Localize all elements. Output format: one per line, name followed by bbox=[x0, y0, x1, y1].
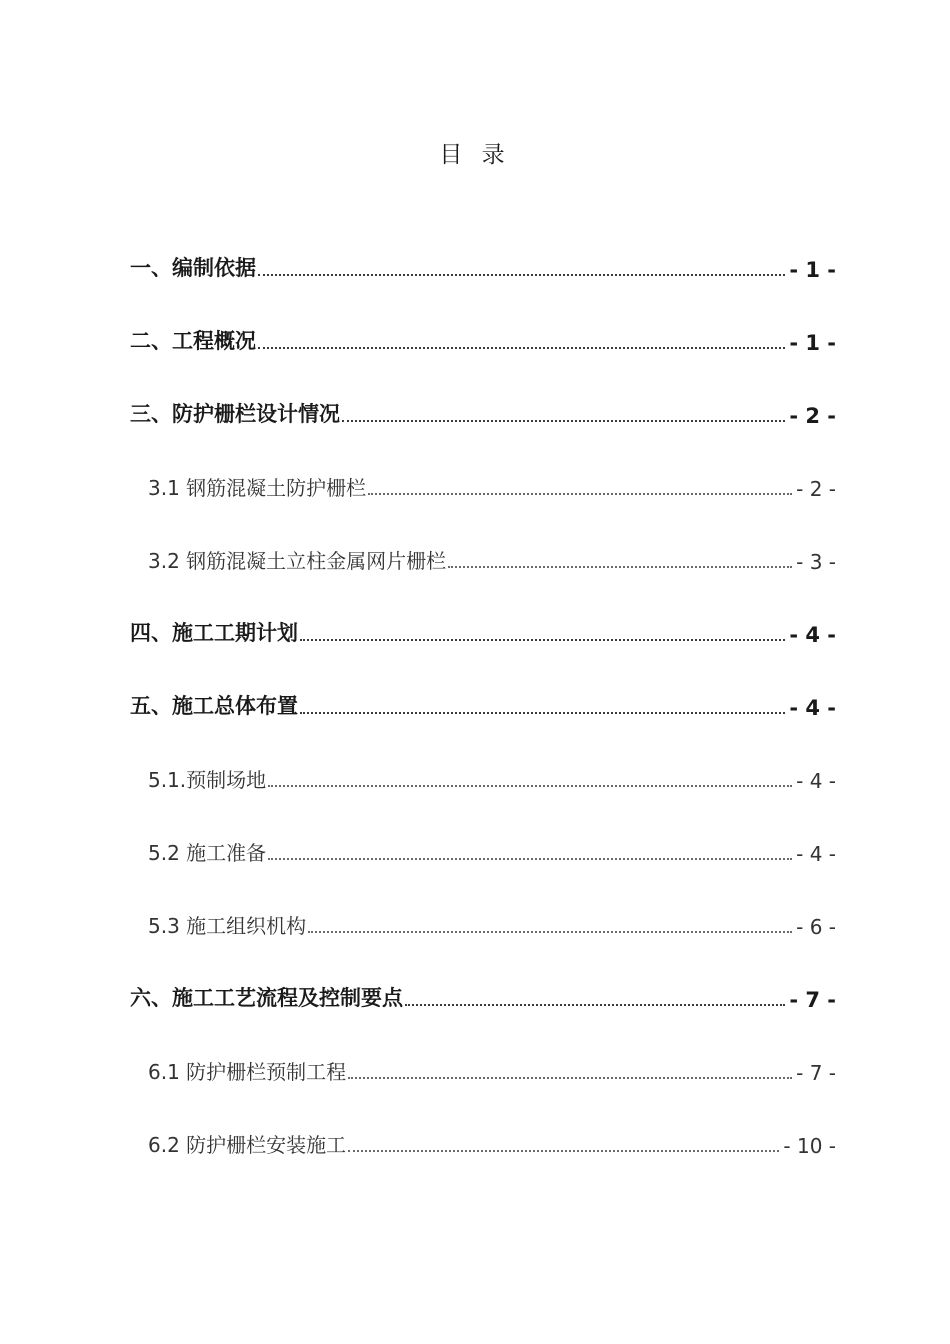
toc-entry-text: 五、施工总体布置 bbox=[130, 694, 298, 718]
toc-dot-leader bbox=[342, 420, 785, 422]
toc-dot-leader bbox=[348, 1150, 779, 1152]
toc-dot-leader bbox=[348, 1077, 792, 1079]
toc-entry-text: 6.2 防护栅栏安装施工 bbox=[148, 1133, 347, 1157]
toc-dot-leader bbox=[308, 931, 792, 933]
toc-entry-text: 5.1.预制场地 bbox=[148, 768, 267, 792]
toc-entry[interactable] bbox=[148, 1122, 836, 1158]
toc-page-number: - 2 - bbox=[796, 477, 836, 501]
toc-entry[interactable] bbox=[148, 757, 836, 793]
toc-entry[interactable] bbox=[130, 611, 836, 647]
toc-page-number: - 3 - bbox=[796, 550, 836, 574]
toc-entry-text: 四、施工工期计划 bbox=[130, 621, 298, 645]
toc-entry[interactable] bbox=[130, 976, 836, 1012]
toc-entry[interactable] bbox=[130, 319, 836, 355]
toc-dot-leader bbox=[300, 712, 785, 714]
toc-entry-text: 六、施工工艺流程及控制要点 bbox=[130, 986, 403, 1010]
toc-dot-leader bbox=[368, 493, 792, 495]
toc-dot-leader bbox=[405, 1004, 785, 1006]
toc-page-number: - 4 - bbox=[796, 769, 836, 793]
toc-dot-leader bbox=[448, 566, 792, 568]
toc-entry-text: 6.1 防护栅栏预制工程 bbox=[148, 1060, 347, 1084]
toc-entry-text: 3.1 钢筋混凝土防护栅栏 bbox=[148, 476, 367, 500]
toc-page-number: - 4 - bbox=[789, 623, 836, 647]
toc-entry[interactable] bbox=[148, 903, 836, 939]
toc-page-number: - 4 - bbox=[796, 842, 836, 866]
toc-page-number: - 10 - bbox=[783, 1134, 836, 1158]
toc-entry[interactable] bbox=[130, 246, 836, 282]
toc-page-number: - 7 - bbox=[796, 1061, 836, 1085]
toc-dot-leader bbox=[268, 785, 792, 787]
toc-entry-text: 5.3 施工组织机构 bbox=[148, 914, 307, 938]
toc-entry[interactable] bbox=[148, 830, 836, 866]
toc-entry-text: 二、工程概况 bbox=[130, 329, 256, 353]
toc-dot-leader bbox=[258, 347, 785, 349]
toc-page-number: - 1 - bbox=[789, 331, 836, 355]
toc-page-number: - 6 - bbox=[796, 915, 836, 939]
toc-entry[interactable] bbox=[130, 684, 836, 720]
toc-page-number: - 4 - bbox=[789, 696, 836, 720]
toc-entry[interactable] bbox=[148, 538, 836, 574]
toc-entry-text: 三、防护栅栏设计情况 bbox=[130, 402, 340, 426]
toc-page-number: - 7 - bbox=[789, 988, 836, 1012]
toc-dot-leader bbox=[258, 274, 785, 276]
toc-page-number: - 1 - bbox=[789, 258, 836, 282]
toc-entry-text: 一、编制依据 bbox=[130, 256, 256, 280]
toc-entry-text: 3.2 钢筋混凝土立柱金属网片栅栏 bbox=[148, 549, 447, 573]
toc-dot-leader bbox=[300, 639, 785, 641]
toc-entry-text: 5.2 施工准备 bbox=[148, 841, 267, 865]
toc-title: 目 录 bbox=[439, 142, 511, 168]
toc-entry[interactable] bbox=[148, 1049, 836, 1085]
toc-page-number: - 2 - bbox=[789, 404, 836, 428]
toc-entry[interactable] bbox=[130, 392, 836, 428]
toc-dot-leader bbox=[268, 858, 792, 860]
toc-entry[interactable] bbox=[148, 465, 836, 501]
